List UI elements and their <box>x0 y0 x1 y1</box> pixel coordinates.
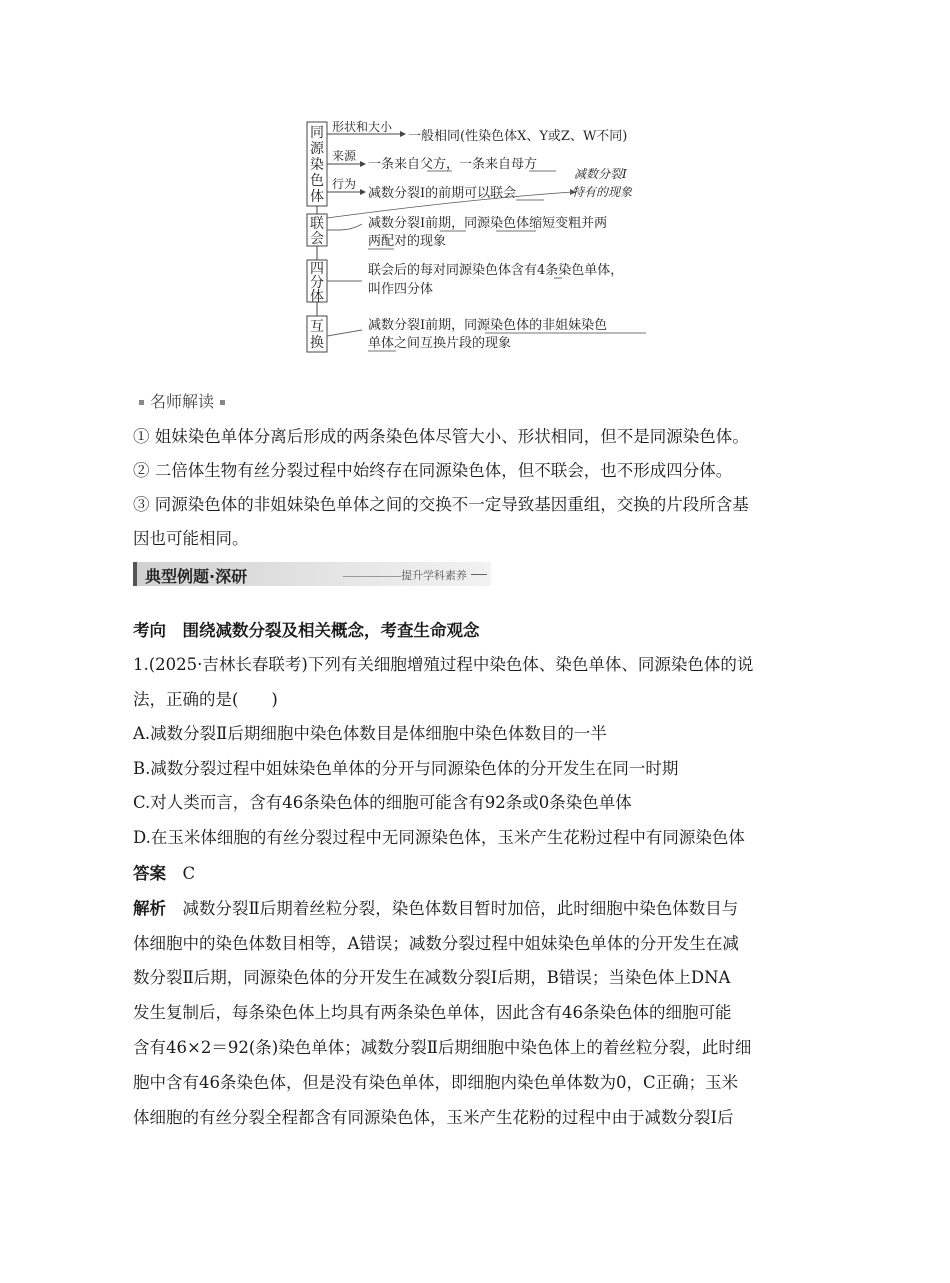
option-b: B.减数分裂过程中姐妹染色单体的分开与同源染色体的分开发生在同一时期 <box>133 759 679 778</box>
option-a: A.减数分裂Ⅱ后期细胞中染色体数目是体细胞中染色体数目的一半 <box>133 724 607 743</box>
option-d: D.在玉米体细胞的有丝分裂过程中无同源染色体，玉米产生花粉过程中有同源染色体 <box>133 828 745 847</box>
kaoxiang-heading: 考向 围绕减数分裂及相关概念，考查生命观念 <box>133 621 480 640</box>
interpret-item: 因也可能相同。 <box>133 529 249 548</box>
analysis-line: 解析 减数分裂Ⅱ后期着丝粒分裂，染色体数目暂时加倍，此时细胞中染色体数目与 <box>133 899 739 918</box>
analysis-line: 体细胞的有丝分裂全程都含有同源染色体，玉米产生花粉的过程中由于减数分裂Ⅰ后 <box>133 1108 734 1127</box>
analysis-line: 体细胞中的染色体数目相等，A错误；减数分裂过程中姐妹染色单体的分开发生在减 <box>133 934 739 953</box>
box1-char: 源 <box>310 141 324 157</box>
box2-char: 会 <box>310 231 324 247</box>
lianhui-line2: 两配对的现象 <box>368 234 447 249</box>
box3-char: 分 <box>310 275 324 291</box>
section-banner <box>133 562 491 586</box>
huhuan-line1: 减数分裂Ⅰ前期，同源染色体的非姐妹染色 <box>368 318 608 333</box>
analysis-line: 数分裂Ⅱ后期，同源染色体的分开发生在减数分裂Ⅰ后期，B错误；当染色体上DNA <box>133 968 731 987</box>
answer-line <box>133 862 823 886</box>
box2-char: 联 <box>310 216 324 232</box>
sifenti-line1: 联会后的每对同源染色体含有4条染色单体， <box>368 263 624 278</box>
box1-char: 同 <box>310 125 324 141</box>
banner-subtitle: 提升学科素养 <box>401 569 467 582</box>
question-stem: 法，正确的是( ) <box>133 690 278 709</box>
concept-diagram <box>300 118 660 358</box>
box3-char: 体 <box>310 289 324 305</box>
arrow1-text: 一般相同(性染色体X、Y或Z、W不同) <box>408 129 628 144</box>
analysis-label: 解析 <box>133 899 166 918</box>
arrow3-label: 行为 <box>332 177 357 191</box>
lianhui-line1: 减数分裂Ⅰ前期，同源染色体缩短变粗并两 <box>368 216 608 231</box>
banner-title: 典型例题·深研 <box>145 567 248 586</box>
arrow1-label: 形状和大小 <box>332 120 393 134</box>
analysis-line: 胞中含有46条染色体，但是没有染色单体，即细胞内染色单体数为0，C正确；玉米 <box>133 1073 739 1092</box>
interpret-item: ② 二倍体生物有丝分裂过程中始终存在同源染色体，但不联会，也不形成四分体。 <box>133 461 733 480</box>
box4-char: 互 <box>310 319 324 335</box>
interpret-title: 名师解读 <box>133 389 231 412</box>
arrow2-label: 来源 <box>332 149 357 163</box>
huhuan-line2: 单体之间互换片段的现象 <box>368 336 512 351</box>
arrow2-text: 一条来自父方，一条来自母方 <box>368 157 538 172</box>
interpret-item: ③ 同源染色体的非姐妹染色单体之间的交换不一定导致基因重组，交换的片段所含基 <box>133 495 749 514</box>
option-c: C.对人类而言，含有46条染色体的细胞可能含有92条或0条染色单体 <box>133 793 632 812</box>
question-stem: 1.(2025·吉林长春联考)下列有关细胞增殖过程中染色体、染色单体、同源染色体的说 <box>133 655 754 674</box>
analysis-line: 发生复制后，每条染色体上均具有两条染色单体，因此含有46条染色体的细胞可能 <box>133 1003 732 1022</box>
box1-char: 体 <box>310 189 324 205</box>
interpret-item: ① 姐妹染色单体分离后形成的两条染色体尽管大小、形状相同，但不是同源染色体。 <box>133 427 749 446</box>
note-line2: 特有的现象 <box>572 185 633 199</box>
answer-label: 答案 <box>133 864 166 883</box>
note-line1: 减数分裂Ⅰ <box>574 167 627 181</box>
analysis-line: 含有46×2＝92(条)染色单体；减数分裂Ⅱ后期细胞中染色体上的着丝粒分裂，此时细 <box>133 1038 752 1057</box>
box3-char: 四 <box>310 261 324 277</box>
answer-value: C <box>182 864 196 883</box>
arrow3-text: 减数分裂Ⅰ的前期可以联会 <box>368 186 517 201</box>
sifenti-line2: 叫作四分体 <box>368 282 434 297</box>
box1-char: 染 <box>310 157 324 173</box>
box4-char: 换 <box>310 335 324 351</box>
box1-char: 色 <box>310 173 324 189</box>
